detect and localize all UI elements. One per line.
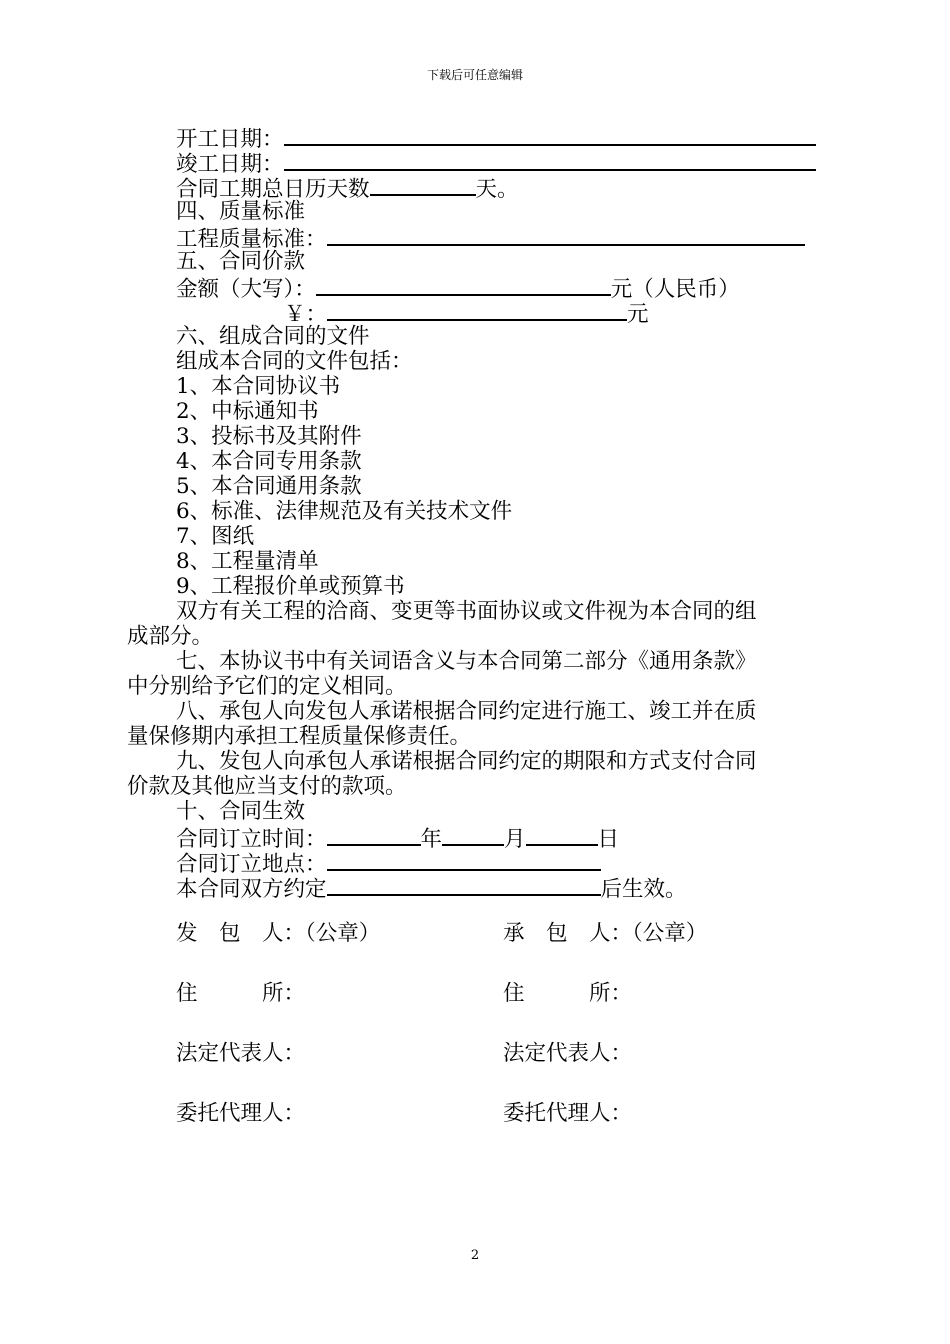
sign-time-label: 合同订立时间： [176,827,327,852]
section10-title: 十、合同生效 [176,799,306,824]
doc-item: 4、本合同专用条款 [176,449,362,474]
end-date-label: 竣工日期： [176,152,284,177]
duration-blank[interactable] [370,174,476,196]
clause8-line1: 八、承包人向发包人承诺根据合同约定进行施工、竣工并在质 [176,699,757,724]
duration-label: 合同工期总日历天数 [176,177,370,202]
duration-line [176,174,519,202]
end-date-blank[interactable] [284,149,816,171]
clause8-line2: 量保修期内承担工程质量保修责任。 [127,724,472,749]
negotiation-paragraph-line1: 双方有关工程的洽商、变更等书面协议或文件视为本合同的组 [176,599,757,624]
end-date-line [176,149,816,177]
employer-legal-rep-label: 法定代表人： [176,1041,306,1066]
amount-unit: 元（人民币） [610,277,740,302]
employer-label: 发 包 人：（公章） [176,921,381,946]
clause7-line1: 七、本协议书中有关词语含义与本合同第二部分《通用条款》 [176,649,757,674]
quality-blank[interactable] [327,224,805,246]
quality-label: 工程质量标准： [176,227,327,252]
clause9-line2: 价款及其他应当支付的款项。 [127,774,407,799]
docs-intro: 组成本合同的文件包括： [176,349,413,374]
month-blank[interactable] [442,824,504,846]
contractor-legal-rep-label: 法定代表人： [503,1041,633,1066]
sign-time-line [176,824,620,852]
amount-blank[interactable] [316,274,611,296]
clause9-line1: 九、发包人向承包人承诺根据合同约定的期限和方式支付合同 [176,749,757,774]
sign-place-blank[interactable] [327,849,601,871]
duration-unit: 天。 [475,177,519,202]
page-number: 2 [470,1248,480,1263]
amount-label: 金额（大写）： [176,277,316,302]
employer-agent-label: 委托代理人： [176,1101,306,1126]
effective-suffix: 后生效。 [600,877,687,902]
year-blank[interactable] [327,824,421,846]
doc-item: 5、本合同通用条款 [176,474,362,499]
yen-unit: 元 [627,302,649,327]
clause7-line2: 中分别给予它们的定义相同。 [127,674,407,699]
start-date-line [176,124,816,152]
yen-blank[interactable] [327,299,627,321]
contractor-label: 承 包 人：（公章） [503,921,708,946]
sign-place-label: 合同订立地点： [176,852,327,877]
effective-label: 本合同双方约定 [176,877,327,902]
doc-item: 1、本合同协议书 [176,374,341,399]
section6-title: 六、组成合同的文件 [176,324,370,349]
doc-item: 9、工程报价单或预算书 [176,574,405,599]
page-header: 下载后可任意编辑 [426,68,523,82]
contractor-agent-label: 委托代理人： [503,1101,633,1126]
start-date-blank[interactable] [284,124,816,146]
amount-line [176,274,740,302]
doc-item: 7、图纸 [176,524,255,549]
effective-line [176,874,687,902]
day-label: 日 [597,827,620,852]
contractor-address-label: 住 所： [503,981,633,1006]
doc-item: 3、投标书及其附件 [176,424,362,449]
doc-item: 6、标准、法律规范及有关技术文件 [176,499,513,524]
section5-title: 五、合同价款 [176,249,306,274]
day-blank[interactable] [526,824,598,846]
doc-item: 2、中标通知书 [176,399,319,424]
effective-blank[interactable] [327,874,601,896]
year-label: 年 [420,827,443,852]
doc-item: 8、工程量清单 [176,549,319,574]
negotiation-paragraph-line2: 成部分。 [127,624,214,649]
start-date-label: 开工日期： [176,127,284,152]
yen-line [284,299,649,327]
section4-title: 四、质量标准 [176,199,306,224]
yen-label: ￥： [284,302,328,327]
month-label: 月 [504,827,526,852]
sign-place-line [176,849,601,877]
quality-line [176,224,805,252]
employer-address-label: 住 所： [176,981,306,1006]
